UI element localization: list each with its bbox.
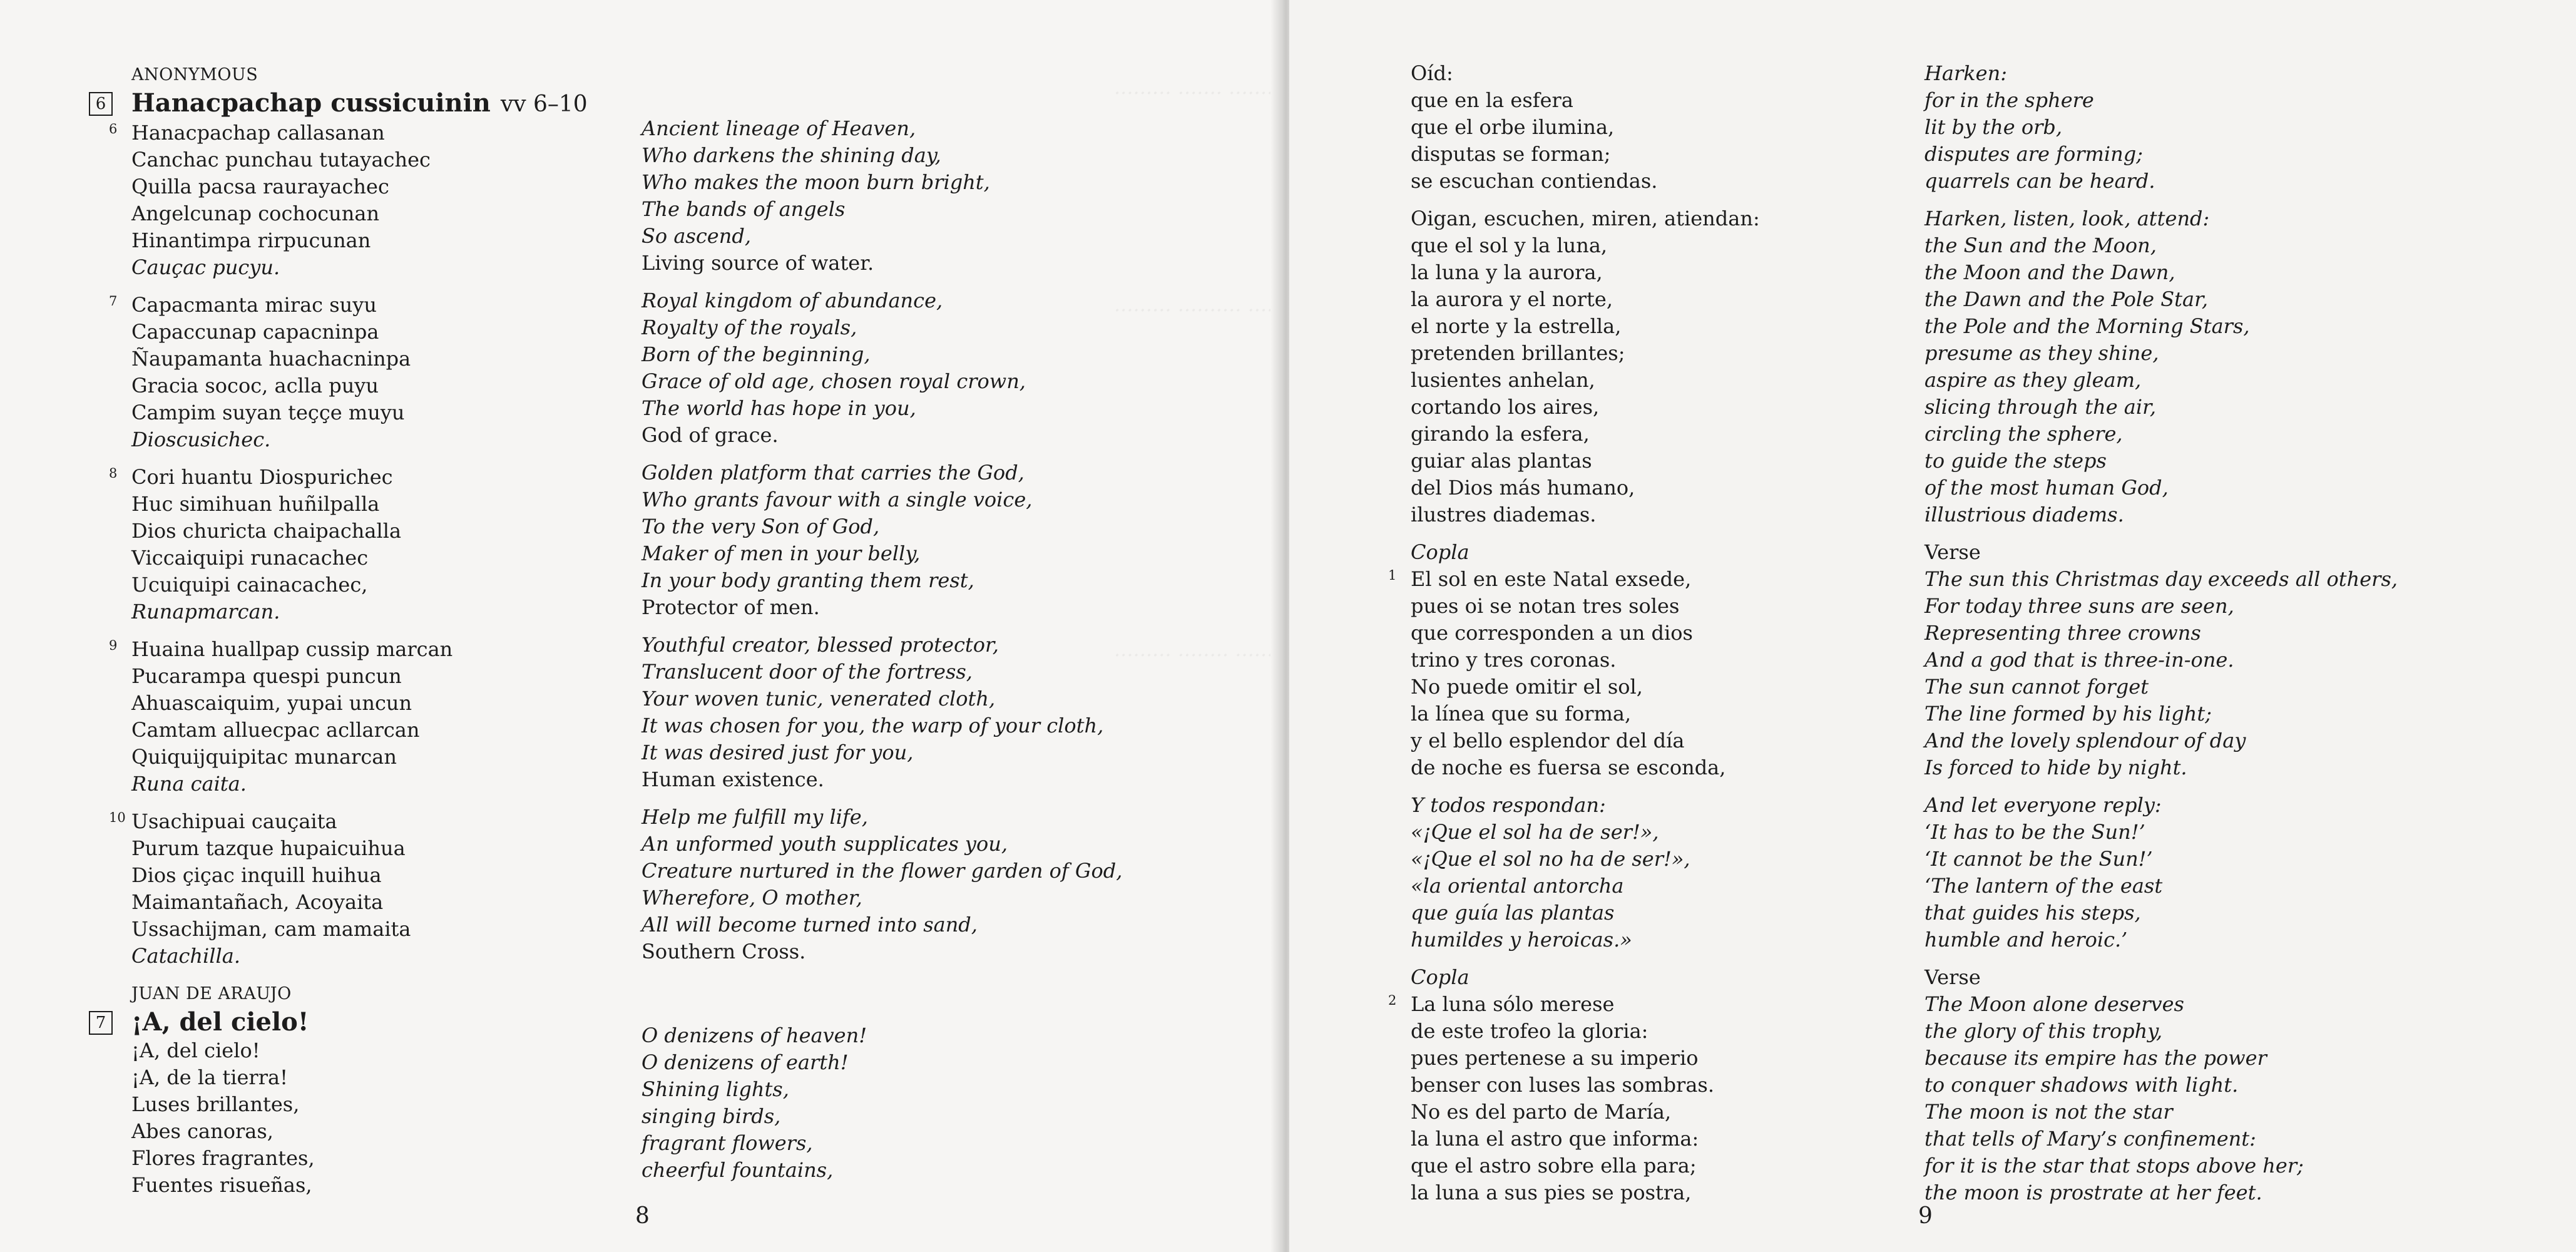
stanza <box>641 459 1122 621</box>
verse-line: Oigan, escuchen, miren, atiendan: <box>1411 207 1760 230</box>
verse-line: Runapmarcan. <box>131 600 280 623</box>
verse-line: que corresponden a un dios <box>1411 621 1693 645</box>
verse-line: God of grace. <box>641 423 779 447</box>
verse-line: Huaina huallpap cussip marcan <box>131 637 453 661</box>
stanza <box>1411 792 1760 953</box>
verse-line: la línea que su forma, <box>1411 702 1632 726</box>
verse-line: Translucent door of the fortress, <box>641 660 973 684</box>
composer-name: ANONYMOUS <box>131 65 258 85</box>
verse-line: de noche es fuersa se esconda, <box>1411 756 1726 779</box>
verse-line: pretenden brillantes; <box>1411 341 1625 365</box>
verse-line: Quiquijquipitac munarcan <box>131 745 397 769</box>
verse-line: circling the sphere, <box>1924 422 2123 446</box>
verse-line: benser con luses las sombras. <box>1411 1073 1715 1097</box>
verse-line: to guide the steps <box>1924 449 2107 473</box>
verse-line: «¡Que el sol ha de ser!», <box>1411 820 1659 844</box>
verse-line: Luses brillantes, <box>131 1092 300 1116</box>
verse-line: To the very Son of God, <box>641 515 880 538</box>
stanza <box>1388 964 1760 1206</box>
composer-name: JUAN DE ARAUJO <box>131 984 292 1003</box>
page-number: 8 <box>635 1203 650 1229</box>
verse-line: Catachilla. <box>131 944 240 968</box>
verse-line: And a god that is three-in-one. <box>1924 648 2234 672</box>
verse-line: for it is the star that stops above her; <box>1924 1154 2304 1178</box>
section-heading: Copla <box>1411 540 1469 564</box>
verse-line: pues oi se notan tres soles <box>1411 594 1680 618</box>
verse-line: Born of the beginning, <box>641 342 871 366</box>
verse-line: O denizens of earth! <box>641 1050 849 1074</box>
verse-line: Abes canoras, <box>131 1119 273 1143</box>
verse-line: The line formed by his light; <box>1924 702 2212 726</box>
verse-line: Angelcunap cochocunan <box>131 202 380 225</box>
verse-line: Y todos respondan: <box>1411 793 1606 817</box>
verse-line: Youthful creator, blessed protector, <box>641 633 999 657</box>
verse-line: la luna el astro que informa: <box>1411 1127 1699 1151</box>
stanza-number: 8 <box>109 466 118 481</box>
verse-line: que en la esfera <box>1411 88 1573 112</box>
verse-line: The Moon alone deserves <box>1924 992 2184 1016</box>
verse-line: pues pertenese a su imperio <box>1411 1046 1699 1070</box>
verse-line: Royalty of the royals, <box>641 316 857 339</box>
verse-line: ‘It has to be the Sun!’ <box>1924 820 2145 844</box>
verse-line: Usachipuai cauçaita <box>131 809 337 833</box>
verse-line: la luna y la aurora, <box>1411 260 1603 284</box>
verse-line: because its empire has the power <box>1924 1046 2267 1070</box>
stanza <box>109 464 588 625</box>
original-stanzas <box>109 120 588 970</box>
verse-line: Creature nurtured in the flower garden of God, <box>641 859 1123 883</box>
verse-line: ‘The lantern of the east <box>1924 874 2163 898</box>
section-heading: Verse <box>1924 540 1981 564</box>
verse-line: cheerful fountains, <box>641 1158 834 1182</box>
verse-line: Quilla pacsa raurayachec <box>131 175 389 198</box>
stanza-number: 1 <box>1388 568 1397 583</box>
verse-line: Ussachijman, cam mamaita <box>131 917 411 941</box>
translation-column <box>641 115 1122 1184</box>
verse-line: Oíd: <box>1411 61 1453 85</box>
verse-line: Who makes the moon burn bright, <box>641 170 990 194</box>
verse-line: Dios churicta chaipachalla <box>131 519 402 543</box>
verse-line: Camtam alluecpac acllarcan <box>131 718 420 742</box>
verse-line: The sun cannot forget <box>1924 675 2149 699</box>
verse-line: An unformed youth supplicates you, <box>641 832 1008 856</box>
verse-line: humildes y heroicas.» <box>1411 928 1632 952</box>
verse-line: La luna sólo merese <box>1411 992 1615 1016</box>
verse-line: trino y tres coronas. <box>1411 648 1617 672</box>
verse-line: Campim suyan teççe muyu <box>131 401 405 424</box>
verse-line: lit by the orb, <box>1924 115 2063 139</box>
verse-line: Ñaupamanta huachacninpa <box>131 347 411 371</box>
section-heading: Verse <box>1924 965 1981 989</box>
verse-line: la luna a sus pies se postra, <box>1411 1181 1692 1204</box>
verse-line: ¡A, de la tierra! <box>131 1065 288 1089</box>
verse-line: que el sol y la luna, <box>1411 233 1608 257</box>
verse-line: Is forced to hide by night. <box>1924 756 2187 779</box>
english-column <box>1924 60 2398 1217</box>
verse-line: Huc simihuan huñilpalla <box>131 492 380 516</box>
verse-line: Runa caita. <box>131 772 247 796</box>
stanza-number: 9 <box>109 638 118 653</box>
verse-line: Royal kingdom of abundance, <box>641 289 943 312</box>
verse-line: The sun this Christmas day exceeds all others, <box>1924 567 2398 591</box>
stanza-number: 6 <box>109 121 118 136</box>
verse-line: Purum tazque hupaicuihua <box>131 836 406 860</box>
verse-line: of the most human God, <box>1924 476 2169 500</box>
verse-line: For today three suns are seen, <box>1924 594 2234 618</box>
original-text-column <box>95 61 588 1199</box>
verse-line: ilustres diademas. <box>1411 503 1597 526</box>
verse-line: Shining lights, <box>641 1077 789 1101</box>
verse-line: It was desired just for you, <box>641 741 914 764</box>
show-through-text <box>1114 636 1279 663</box>
stanza <box>1411 205 1760 528</box>
verse-line: the Dawn and the Pole Star, <box>1924 287 2209 311</box>
verse-line: In your body granting them rest, <box>641 568 974 592</box>
translation-stanzas <box>641 115 1122 965</box>
verse-line: All will become turned into sand, <box>641 913 978 936</box>
verse-line: The moon is not the star <box>1924 1100 2173 1124</box>
verse-line: se escuchan contiendas. <box>1411 169 1658 193</box>
verse-line: Hanacpachap callasanan <box>131 121 385 145</box>
stanza <box>641 804 1122 965</box>
verse-line: que guía las plantas <box>1411 901 1615 925</box>
verse-line: Living source of water. <box>641 251 874 275</box>
verse-line: el norte y la estrella, <box>1411 314 1622 338</box>
verse-line: Fuentes risueñas, <box>131 1173 312 1197</box>
verse-line: Gracia sococ, aclla puyu <box>131 374 379 398</box>
verse-line: Dioscusichec. <box>131 428 271 451</box>
stanza <box>1924 792 2398 953</box>
verse-line: Your woven tunic, venerated cloth, <box>641 687 996 711</box>
verse-line: O denizens of heaven! <box>641 1024 867 1047</box>
stanza <box>109 636 588 798</box>
verse-line: disputas se forman; <box>1411 142 1611 166</box>
verse-line: girando la esfera, <box>1411 422 1590 446</box>
verse-line: del Dios más humano, <box>1411 476 1635 500</box>
stanza <box>1924 539 2398 781</box>
verse-line: So ascend, <box>641 224 751 248</box>
verse-line: Canchac punchau tutayachec <box>131 148 431 172</box>
verse-line: Who darkens the shining day, <box>641 143 941 167</box>
original-stanza <box>131 1037 588 1199</box>
stanza <box>1411 60 1760 195</box>
verse-line: Capaccunap capacninpa <box>131 320 379 344</box>
verse-line: la aurora y el norte, <box>1411 287 1613 311</box>
spanish-column <box>1388 60 1760 1217</box>
verse-line: the Moon and the Dawn, <box>1924 260 2175 284</box>
verse-line: Human existence. <box>641 767 824 791</box>
verse-line: El sol en este Natal exsede, <box>1411 567 1692 591</box>
verse-line: the glory of this trophy, <box>1924 1019 2163 1043</box>
stanza <box>109 292 588 453</box>
verse-line: The bands of angels <box>641 197 846 221</box>
verse-line: lusientes anhelan, <box>1411 368 1595 392</box>
stanza <box>109 120 588 281</box>
stanza-number: 7 <box>109 294 118 309</box>
stanza <box>109 808 588 970</box>
track-number-box: 7 <box>89 1011 113 1035</box>
verse-line: fragrant flowers, <box>641 1131 813 1155</box>
stanza <box>1924 60 2398 195</box>
verse-line: que el astro sobre ella para; <box>1411 1154 1697 1178</box>
verse-line: for in the sphere <box>1924 88 2094 112</box>
verse-line: Harken: <box>1924 61 2007 85</box>
verse-line: Wherefore, O mother, <box>641 886 862 910</box>
verse-line: the moon is prostrate at her feet. <box>1924 1181 2262 1204</box>
verse-line: the Sun and the Moon, <box>1924 233 2157 257</box>
verse-line: Capacmanta mirac suyu <box>131 293 377 317</box>
verse-line: Cori huantu Diospurichec <box>131 465 393 489</box>
verse-line: Representing three crowns <box>1924 621 2201 645</box>
track-heading <box>95 88 588 120</box>
stanza <box>641 287 1122 449</box>
verse-line: Maker of men in your belly, <box>641 541 921 565</box>
verse-line: to conquer shadows with light. <box>1924 1073 2239 1097</box>
translation-stanza <box>641 1022 1122 1184</box>
verse-line: «¡Que el sol no ha de ser!», <box>1411 847 1690 871</box>
verse-line: aspire as they gleam, <box>1924 368 2142 392</box>
verse-line: No es del parto de María, <box>1411 1100 1672 1124</box>
verse-line: y el bello esplendor del día <box>1411 729 1685 752</box>
verse-line: Maimantañach, Acoyaita <box>131 890 384 914</box>
stanza-number: 2 <box>1388 993 1397 1008</box>
verse-line: Ucuiquipi cainacachec, <box>131 573 368 597</box>
verse-line: singing birds, <box>641 1104 781 1128</box>
verse-line: Cauçac pucyu. <box>131 255 280 279</box>
track-title: Hanacpachap cussicuinin <box>131 88 491 118</box>
stanza <box>1388 539 1760 781</box>
verse-line: Flores fragrantes, <box>131 1146 315 1170</box>
verse-line: Who grants favour with a single voice, <box>641 488 1033 511</box>
verse-line: illustrious diadems. <box>1924 503 2124 526</box>
verse-line: «la oriental antorcha <box>1411 874 1624 898</box>
stanza <box>641 115 1122 277</box>
verse-line: humble and heroic.’ <box>1924 928 2128 952</box>
verse-line: And let everyone reply: <box>1924 793 2162 817</box>
verse-line: Grace of old age, chosen royal crown, <box>641 369 1026 393</box>
verse-line: And the lovely splendour of day <box>1924 729 2246 752</box>
track-heading <box>95 1007 588 1037</box>
verse-line: No puede omitir el sol, <box>1411 675 1643 699</box>
verse-line: Dios çiçac inquill huihua <box>131 863 382 887</box>
verse-line: presume as they shine, <box>1924 341 2159 365</box>
right-page <box>1289 0 2576 1252</box>
verse-line: Pucarampa quespi puncun <box>131 664 402 688</box>
verse-line: Viccaiquipi runacachec <box>131 546 369 570</box>
verse-line: ‘It cannot be the Sun!’ <box>1924 847 2153 871</box>
verse-line: that guides his steps, <box>1924 901 2141 925</box>
verse-line: Golden platform that carries the God, <box>641 461 1025 485</box>
track-title: ¡A, del cielo! <box>131 1007 309 1037</box>
stanza <box>1924 205 2398 528</box>
verse-line: guiar alas plantas <box>1411 449 1592 473</box>
verse-line: Hinantimpa rirpucunan <box>131 228 371 252</box>
verse-line: that tells of Mary’s confinement: <box>1924 1127 2256 1151</box>
left-page <box>0 0 1277 1252</box>
verse-line: disputes are forming; <box>1924 142 2143 166</box>
stanza-number: 10 <box>109 810 126 825</box>
verse-line: ¡A, del cielo! <box>131 1039 260 1062</box>
verse-line: the Pole and the Morning Stars, <box>1924 314 2250 338</box>
verse-line: Ahuascaiquim, yupai uncun <box>131 691 412 715</box>
verse-line: It was chosen for you, the warp of your cloth, <box>641 714 1104 737</box>
verse-line: slicing through the air, <box>1924 395 2157 419</box>
section-heading: Copla <box>1411 965 1469 989</box>
verse-line: Protector of men. <box>641 595 820 619</box>
verse-line: que el orbe ilumina, <box>1411 115 1615 139</box>
stanza <box>1924 964 2398 1206</box>
verse-line: The world has hope in you, <box>641 396 916 420</box>
verse-line: Harken, listen, look, attend: <box>1924 207 2210 230</box>
track-number-box: 6 <box>89 92 113 116</box>
verse-line: Help me fulfill my life, <box>641 805 868 829</box>
verse-range: vv 6–10 <box>500 91 588 117</box>
verse-line: de este trofeo la gloria: <box>1411 1019 1648 1043</box>
stanza <box>641 632 1122 793</box>
verse-line: Ancient lineage of Heaven, <box>641 116 916 140</box>
verse-line: quarrels can be heard. <box>1924 169 2155 193</box>
verse-line: cortando los aires, <box>1411 395 1600 419</box>
page-number: 9 <box>1918 1203 1933 1229</box>
verse-line: Southern Cross. <box>641 940 806 963</box>
